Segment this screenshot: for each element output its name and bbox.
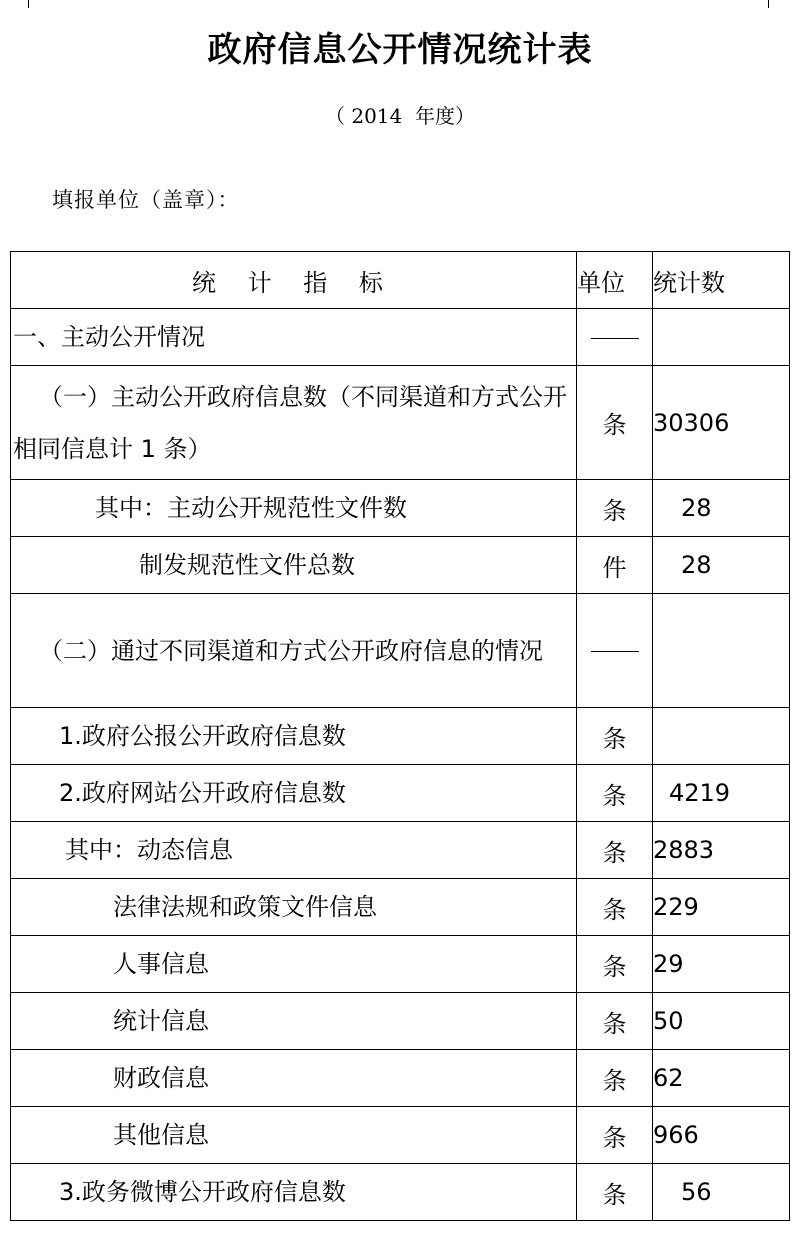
table-header-row [11,252,790,309]
row-unit: 条 [577,1050,653,1107]
dash-mark [591,338,639,339]
table-row [11,708,790,765]
row-label: （二）通过不同渠道和方式公开政府信息的情况 [11,594,577,708]
table-row [11,765,790,822]
row-value: 4219 [653,765,790,822]
dash-mark [591,651,639,652]
row-label: 人事信息 [11,936,577,993]
row-unit: 条 [577,993,653,1050]
table-row [11,366,790,480]
header-unit: 单位 [577,252,653,309]
row-value: 50 [653,993,790,1050]
row-unit: 条 [577,1107,653,1164]
row-value: 2883 [653,822,790,879]
row-unit-dash [577,309,653,366]
row-label: 3.政务微博公开政府信息数 [11,1164,577,1221]
row-unit-dash [577,594,653,708]
row-unit: 条 [577,879,653,936]
row-value: 30306 [653,366,790,480]
table-row [11,822,790,879]
table-row [11,936,790,993]
row-value: 966 [653,1107,790,1164]
table-row [11,1050,790,1107]
row-label: （一）主动公开政府信息数（不同渠道和方式公开相同信息计 1 条） [11,366,577,480]
table-row [11,537,790,594]
table-row [11,993,790,1050]
row-value: 28 [653,537,790,594]
statistics-table [10,251,790,1221]
crop-mark-right [768,0,769,8]
row-unit: 件 [577,537,653,594]
row-unit: 条 [577,822,653,879]
row-unit: 条 [577,480,653,537]
row-value: 229 [653,879,790,936]
row-unit: 条 [577,366,653,480]
table-row [11,594,790,708]
row-value: 62 [653,1050,790,1107]
row-value: 29 [653,936,790,993]
table-row [11,879,790,936]
year-label: （ 2014 年度） [325,104,475,128]
row-label: 一、主动公开情况 [11,309,577,366]
crop-mark-left [28,0,29,8]
row-value [653,708,790,765]
row-unit: 条 [577,1164,653,1221]
header-count: 统计数 [653,252,790,309]
row-value [653,594,790,708]
row-label: 其中：动态信息 [11,822,577,879]
row-label: 统计信息 [11,993,577,1050]
row-unit: 条 [577,708,653,765]
table-row [11,480,790,537]
row-value: 28 [653,480,790,537]
row-label: 1.政府公报公开政府信息数 [11,708,577,765]
row-label: 制发规范性文件总数 [11,537,577,594]
filler-label: 填报单位（盖章）： [52,188,240,212]
table-row [11,1107,790,1164]
row-label: 其中：主动公开规范性文件数 [11,480,577,537]
document-title: 政府信息公开情况统计表 [207,30,593,70]
table-row [11,1164,790,1221]
row-label: 其他信息 [11,1107,577,1164]
document-subtitle [0,100,800,129]
row-unit: 条 [577,936,653,993]
row-label: 法律法规和政策文件信息 [11,879,577,936]
row-label: 财政信息 [11,1050,577,1107]
row-value [653,309,790,366]
row-value: 56 [653,1164,790,1221]
table-row [11,309,790,366]
row-unit: 条 [577,765,653,822]
row-label: 2.政府网站公开政府信息数 [11,765,577,822]
header-indicator: 统 计 指 标 [11,252,577,309]
